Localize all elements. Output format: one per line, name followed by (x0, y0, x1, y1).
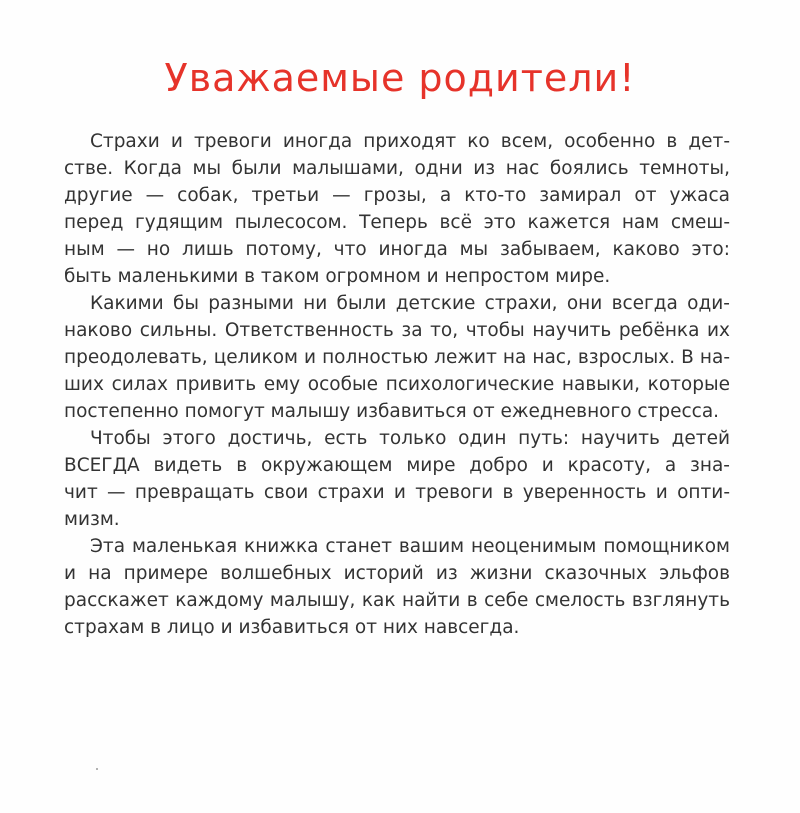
paragraph-4 (64, 533, 730, 641)
text-line: и на примере волшебных историй из жизни сказочных эльфов (64, 563, 730, 584)
text-line: мизм. (64, 509, 120, 530)
text-line: страхам в лицо и избавиться от них навсегда. (64, 617, 520, 638)
page-title: Уважаемые родители! (164, 56, 636, 100)
body-text (64, 128, 730, 641)
text-line: быть маленькими в таком огромном и непростом мире. (64, 266, 611, 287)
text-line: Страхи и тревоги иногда приходят ко всем, особенно в дет- (90, 131, 730, 152)
text-line: Какими бы разными ни были детские страхи, они всегда оди- (90, 293, 730, 314)
text-line: Чтобы этого достичь, есть только один путь: научить детей (90, 428, 730, 449)
text-line: ВСЕГДА видеть в окружающем мире добро и красоту, а зна- (64, 455, 730, 476)
paragraph-3 (64, 425, 730, 533)
text-line: Эта маленькая книжка станет вашим неоценимым помощником (90, 536, 730, 557)
text-line: чит — превращать свои страхи и тревоги в уверенность и опти- (64, 482, 730, 503)
text-line: наково сильны. Ответственность за то, чтобы научить ребёнка их (64, 320, 730, 341)
paragraph-2 (64, 290, 730, 425)
text-line: преодолевать, целиком и полностью лежит на нас, взрослых. В на- (64, 347, 730, 368)
text-line: расскажет каждому малышу, как найти в себе смелость взглянуть (64, 590, 730, 611)
text-line: ным — но лишь потому, что иногда мы забываем, каково это: (64, 239, 730, 260)
text-line: перед гудящим пылесосом. Теперь всё это кажется нам смеш- (64, 212, 730, 233)
scan-speck (96, 768, 98, 770)
text-line: стве. Когда мы были малышами, одни из нас боялись темноты, (64, 158, 730, 179)
text-line: ших силах привить ему особые психологические навыки, которые (64, 374, 730, 395)
paragraph-1 (64, 128, 730, 290)
text-line: другие — собак, третьи — грозы, а кто-то замирал от ужаса (64, 185, 730, 206)
text-line: постепенно помогут малышу избавиться от ежедневного стресса. (64, 401, 720, 422)
